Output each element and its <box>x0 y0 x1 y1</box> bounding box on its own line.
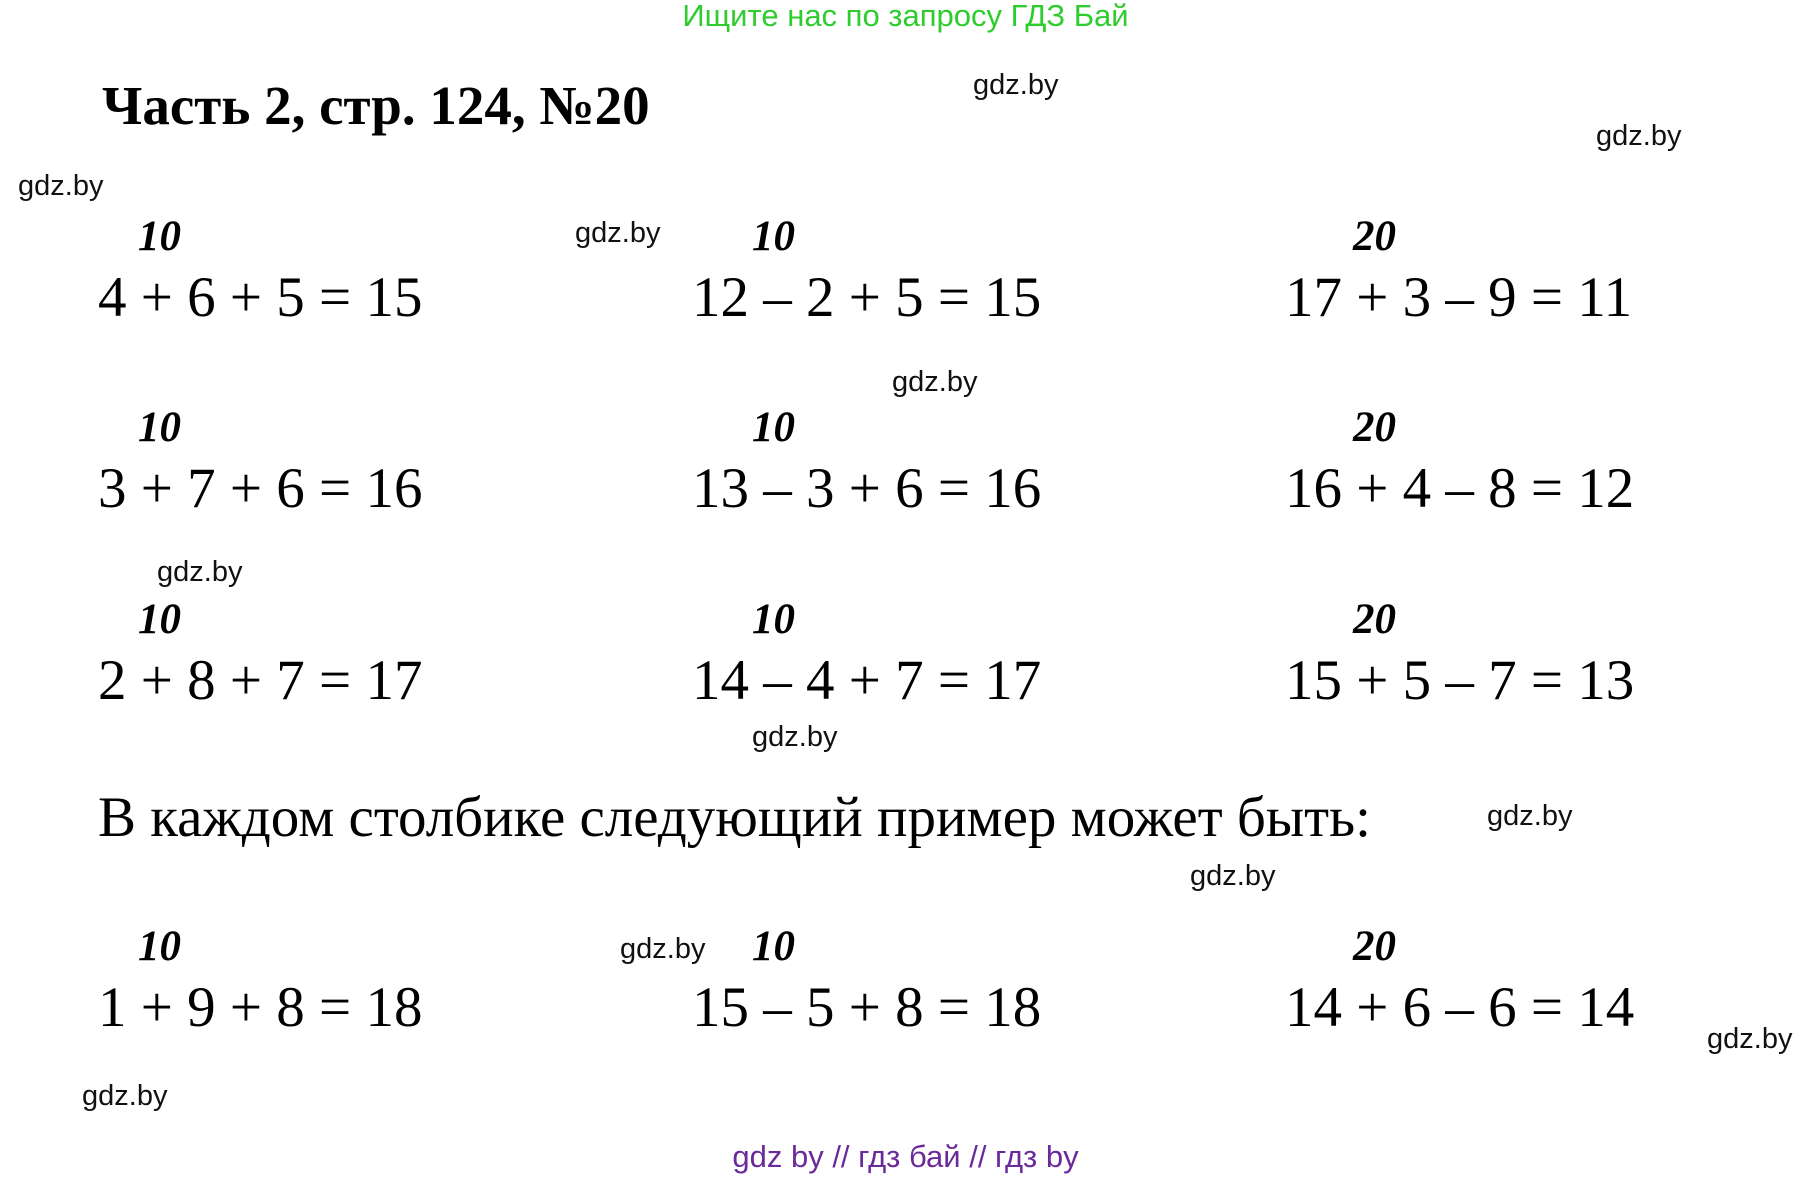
watermark: gdz.by <box>1487 800 1573 832</box>
equation: 14 – 4 + 7 = 17 <box>692 649 1042 712</box>
equation: 15 – 5 + 8 = 18 <box>692 976 1042 1039</box>
equation: 17 + 3 – 9 = 11 <box>1285 266 1633 329</box>
page-title: Часть 2, стр. 124, №20 <box>102 75 650 136</box>
sum-hint: 10 <box>752 923 795 970</box>
sum-hint: 10 <box>138 596 181 643</box>
sum-hint: 10 <box>752 213 795 260</box>
sum-hint: 10 <box>138 404 181 451</box>
sum-hint: 10 <box>752 596 795 643</box>
watermark: gdz.by <box>82 1080 168 1112</box>
sum-hint: 10 <box>752 404 795 451</box>
sum-hint: 10 <box>138 923 181 970</box>
equation: 12 – 2 + 5 = 15 <box>692 266 1042 329</box>
watermark: gdz.by <box>973 69 1059 101</box>
equation: 2 + 8 + 7 = 17 <box>98 649 423 712</box>
footer-links[interactable]: gdz by // гдз бай // гдз by <box>732 1139 1079 1174</box>
equation: 4 + 6 + 5 = 15 <box>98 266 423 329</box>
watermark: gdz.by <box>157 556 243 588</box>
watermark: gdz.by <box>892 366 978 398</box>
sum-hint: 20 <box>1353 596 1396 643</box>
equation: 3 + 7 + 6 = 16 <box>98 457 423 520</box>
note-text: В каждом столбике следующий пример может быть: <box>98 786 1371 849</box>
watermark: gdz.by <box>575 217 661 249</box>
equation: 16 + 4 – 8 = 12 <box>1285 457 1635 520</box>
watermark: gdz.by <box>1707 1023 1793 1055</box>
top-banner: Ищите нас по запросу ГДЗ Бай <box>682 0 1129 33</box>
watermark: gdz.by <box>1596 120 1682 152</box>
watermark: gdz.by <box>620 933 706 965</box>
watermark: gdz.by <box>752 721 838 753</box>
watermark: gdz.by <box>18 170 104 202</box>
equation: 1 + 9 + 8 = 18 <box>98 976 423 1039</box>
sum-hint: 10 <box>138 213 181 260</box>
equation: 14 + 6 – 6 = 14 <box>1285 976 1635 1039</box>
sum-hint: 20 <box>1353 213 1396 260</box>
watermark: gdz.by <box>1190 860 1276 892</box>
equation: 13 – 3 + 6 = 16 <box>692 457 1042 520</box>
sum-hint: 20 <box>1353 923 1396 970</box>
sum-hint: 20 <box>1353 404 1396 451</box>
equation: 15 + 5 – 7 = 13 <box>1285 649 1635 712</box>
